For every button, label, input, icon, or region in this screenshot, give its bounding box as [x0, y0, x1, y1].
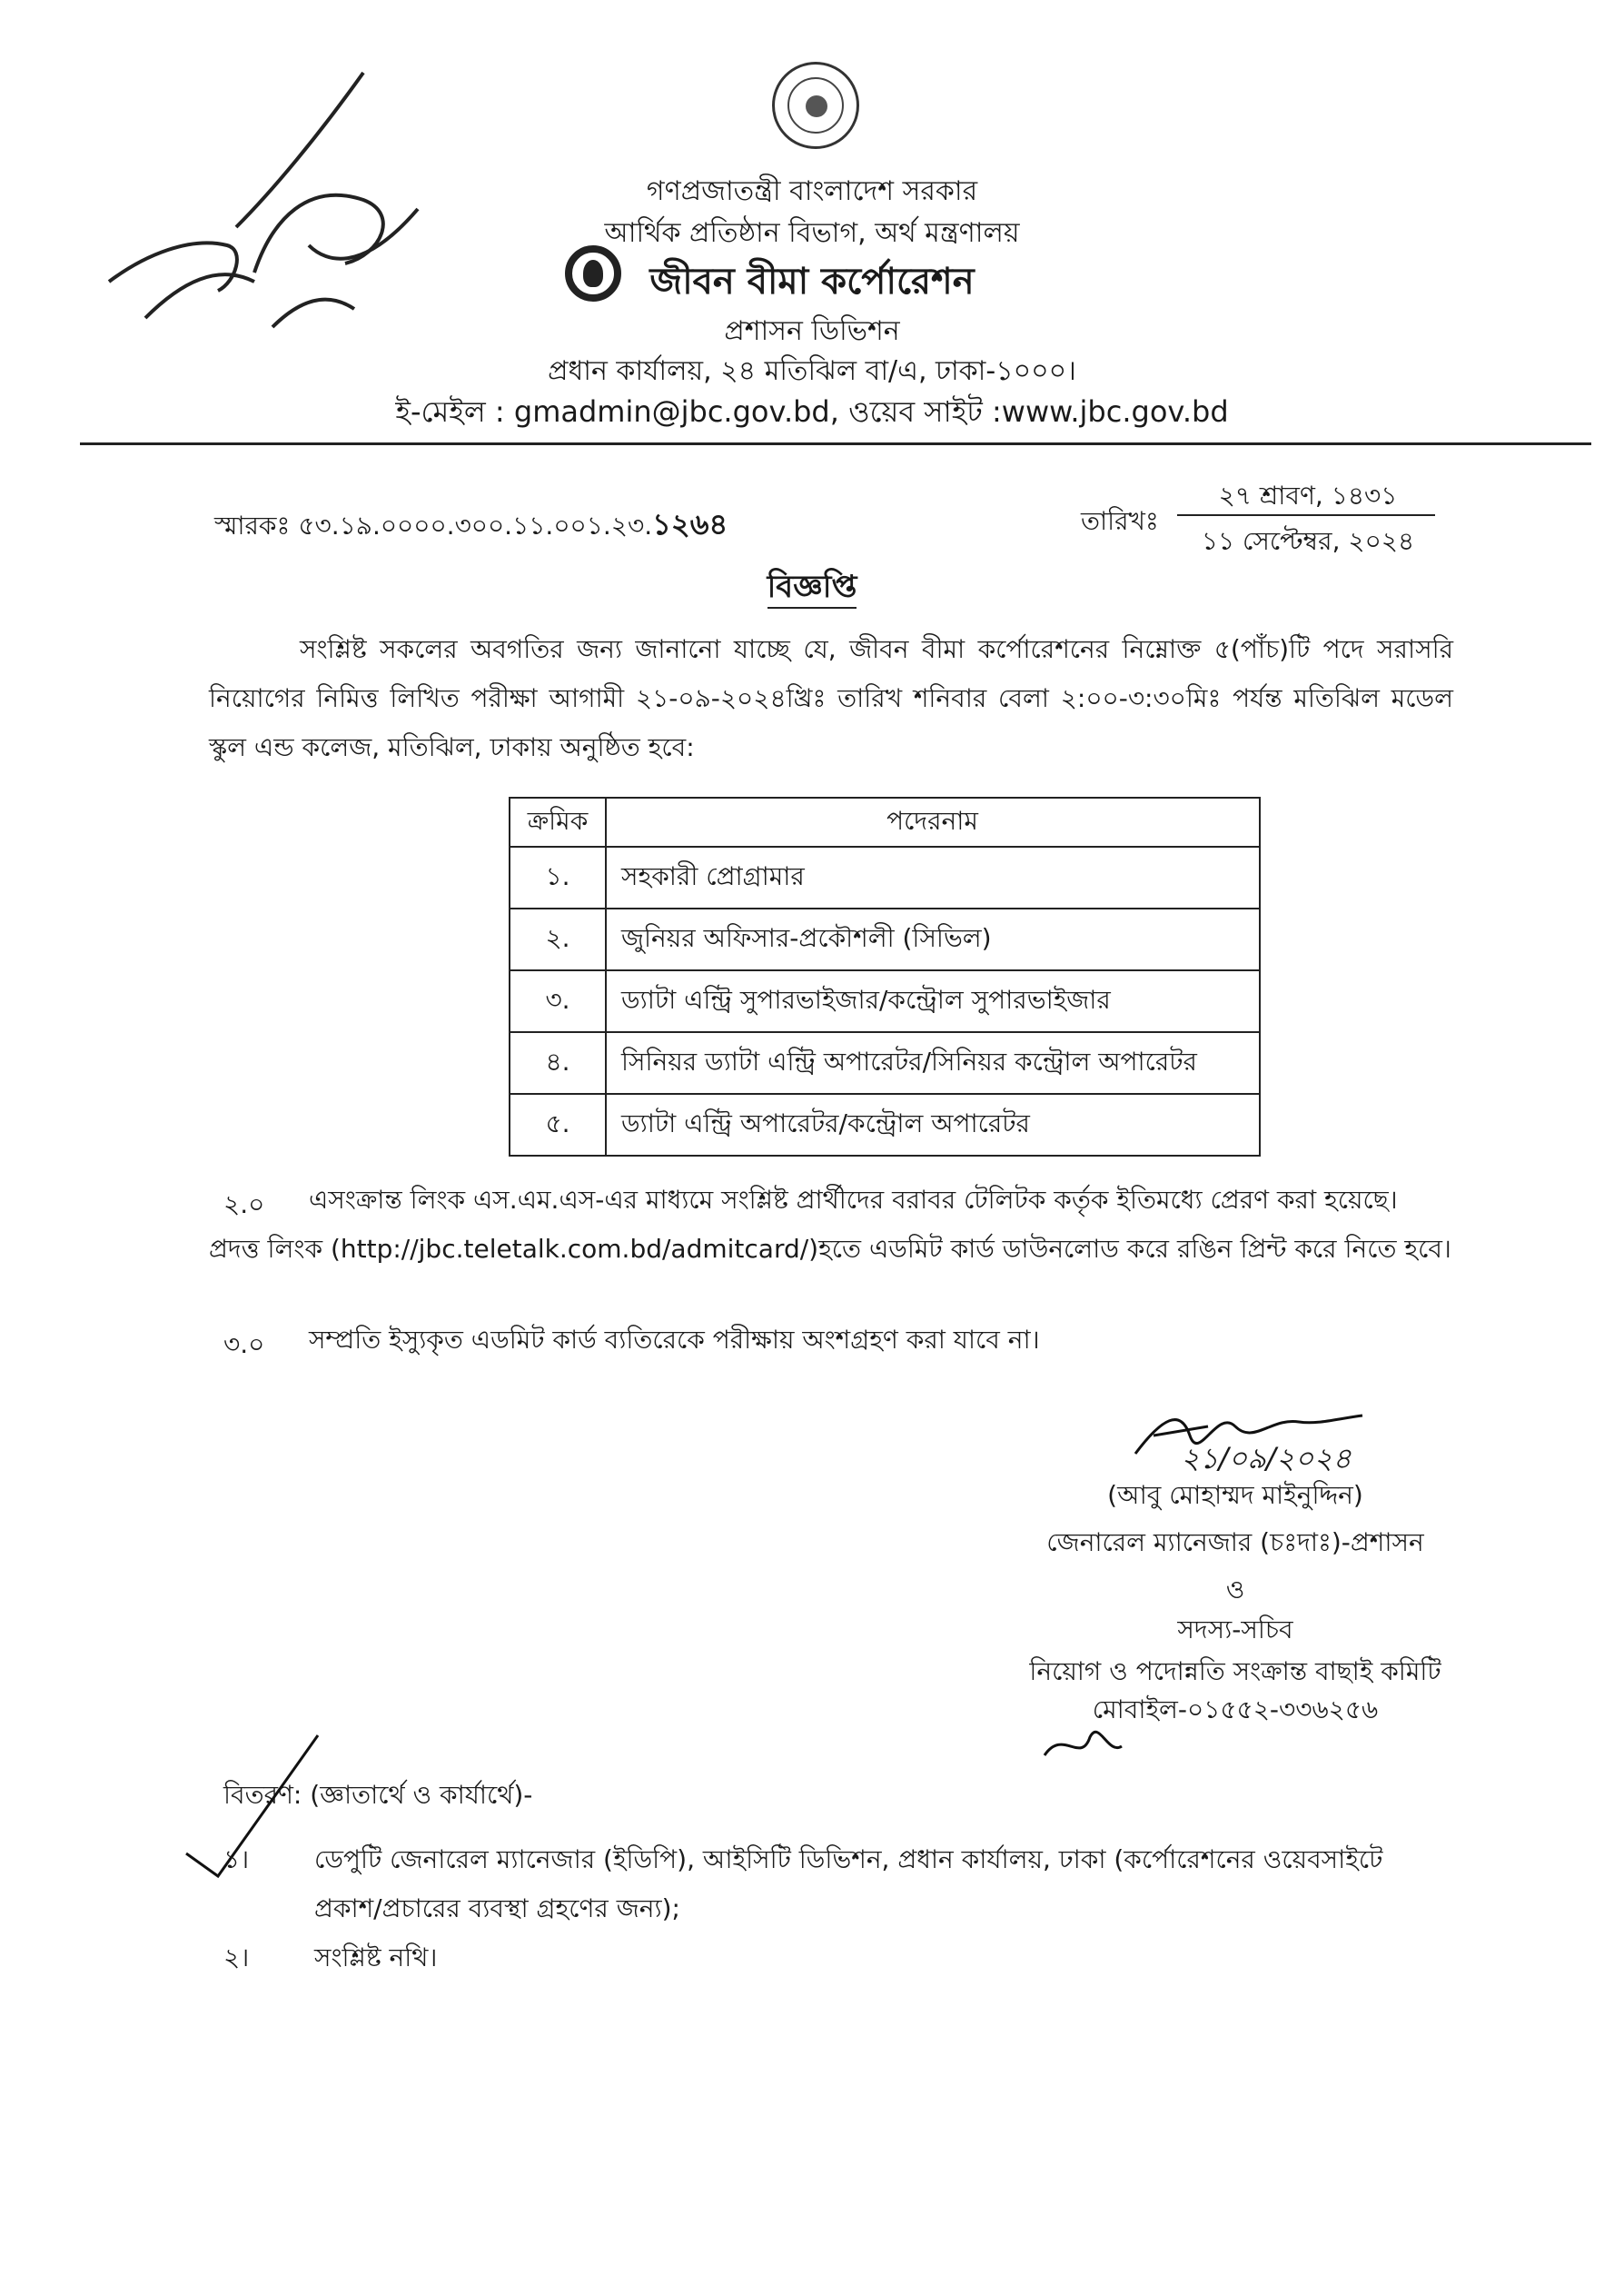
memo-reference: [214, 502, 728, 551]
row-post: সিনিয়র ড্যাটা এন্ট্রি অপারেটর/সিনিয়র কন্ট্রোল অপারেটর: [606, 1032, 1260, 1094]
row-serial: ৩.: [510, 970, 606, 1032]
distribution-item-line2: প্রকাশ/প্রচারের ব্যবস্থা গ্রহণের জন্য);: [314, 1893, 680, 1923]
row-post: সহকারী প্রোগ্রামার: [606, 847, 1260, 909]
date-label: তারিখঃ: [1081, 506, 1159, 536]
posts-table: [509, 797, 1261, 1157]
row-serial: ১.: [510, 847, 606, 909]
signatory-conjunction: ও: [1225, 1575, 1245, 1605]
header-address: প্রধান কার্যালয়, ২৪ মতিঝিল বা/এ, ঢাকা-১০০০।: [548, 355, 1076, 387]
section2-line2: প্রদত্ত লিংক (http://jbc.teletalk.com.bd/admitcard/)হতে এডমিট কার্ড ডাউনলোড করে রঙিন প্রিন্ট করে নিতে হবে।: [209, 1234, 1451, 1264]
row-serial: ৪.: [510, 1032, 606, 1094]
table-row: [510, 970, 1260, 1032]
signatory-designation: জেনারেল ম্যানেজার (চঃদাঃ)-প্রশাসন: [1046, 1527, 1424, 1557]
header-divider: [80, 442, 1591, 445]
section2-number: ২.০: [223, 1189, 265, 1219]
header-org-name: জীবন বীমা কর্পোরেশন: [649, 261, 975, 303]
memo-label: স্মারকঃ: [214, 511, 291, 541]
table-row: [510, 1032, 1260, 1094]
date-english: ১১ সেপ্টেম্বর, ২০২৪: [1201, 526, 1415, 556]
row-post: ড্যাটা এন্ট্রি অপারেটর/কন্ট্রোল অপারেটর: [606, 1094, 1260, 1156]
memo-number: ৫৩.১৯.০০০০.৩০০.১১.০০১.২৩.: [298, 511, 653, 541]
header-contact: ই-মেইল : gmadmin@jbc.gov.bd, ওয়েব সাইট :www.jbc.gov.bd: [395, 394, 1229, 429]
distribution-item-number: ২।: [223, 1942, 250, 1972]
section3-text: সম্প্রতি ইস্যুকৃত এডমিট কার্ড ব্যতিরেকে পরীক্ষায় অংশগ্রহণ করা যাবে না।: [309, 1325, 1040, 1355]
signatory-name: (আবু মোহাম্মদ মাইনুদ্দিন): [1107, 1480, 1363, 1510]
table-row: [510, 909, 1260, 970]
date-divider: [1177, 514, 1435, 516]
table-row: [510, 847, 1260, 909]
section2-line1: এসংক্রান্ত লিংক এস.এম.এস-এর মাধ্যমে সংশ্লিষ্ট প্রার্থীদের বরাবর টেলিটক কর্তৃক ইতিমধ্যে প্রেরণ করা হয়েছে।: [309, 1185, 1398, 1215]
initial-signature-image: [1035, 1719, 1126, 1773]
signature-date: ২১/০৯/২০২৪: [1181, 1441, 1352, 1475]
table-header-row: [510, 798, 1260, 847]
col-post-header: পদেরনাম: [606, 798, 1260, 847]
date-bangla: ২৭ শ্রাবণ, ১৪৩১: [1218, 481, 1398, 511]
distribution-label: বিতরণ: (জ্ঞাতার্থে ও কার্যার্থে)-: [223, 1780, 533, 1810]
table-row: [510, 1094, 1260, 1156]
signatory-role: সদস্য-সচিব: [1177, 1614, 1293, 1644]
government-seal-icon: [772, 62, 859, 149]
header-department: আর্থিক প্রতিষ্ঠান বিভাগ, অর্থ মন্ত্রণালয়: [604, 217, 1020, 249]
distribution-item-line1: সংশ্লিষ্ট নথি।: [314, 1942, 438, 1972]
distribution-item-line1: ডেপুটি জেনারেল ম্যানেজার (ইডিপি), আইসিটি ডিভিশন, প্রধান কার্যালয়, ঢাকা (কর্পোরেশনের ওয়েবসাইটে: [314, 1844, 1383, 1874]
header-government: গণপ্রজাতন্ত্রী বাংলাদেশ সরকার: [646, 175, 978, 207]
memo-serial: ১২৬৪: [652, 507, 728, 541]
row-serial: ৫.: [510, 1094, 606, 1156]
notice-title: বিজ্ঞপ্তি: [0, 563, 1624, 615]
section3-number: ৩.০: [223, 1329, 265, 1359]
intro-paragraph: সংশ্লিষ্ট সকলের অবগতির জন্য জানানো যাচ্ছে যে, জীবন বীমা কর্পোরেশনের নিম্নোক্ত ৫(পাঁচ)টি পদে সরাসরি নিয়োগের নিমিত্ত লিখিত পরীক্ষা আগামী ২১-০৯-২০২৪খ্রিঃ তারিখ শনিবার বেলা ২:০০-৩:৩০মিঃ পর্যন্ত মতিঝিল মডেল স্কুল এন্ড কলেজ, মতিঝিল, ঢাকায় অনুষ্ঠিত হবে:: [209, 634, 1453, 762]
row-serial: ২.: [510, 909, 606, 970]
row-post: জুনিয়র অফিসার-প্রকৌশলী (সিভিল): [606, 909, 1260, 970]
row-post: ড্যাটা এন্ট্রি সুপারভাইজার/কন্ট্রোল সুপারভাইজার: [606, 970, 1260, 1032]
signatory-mobile: মোবাইল-০১৫৫২-৩৩৬২৫৬: [1092, 1694, 1379, 1724]
signatory-committee: নিয়োগ ও পদোন্নতি সংক্রান্ত বাছাই কমিটি: [1029, 1656, 1441, 1686]
distribution-item-number: ১।: [223, 1844, 250, 1874]
col-serial-header: ক্রমিক: [510, 798, 606, 847]
header-division: প্রশাসন ডিভিশন: [724, 315, 900, 347]
